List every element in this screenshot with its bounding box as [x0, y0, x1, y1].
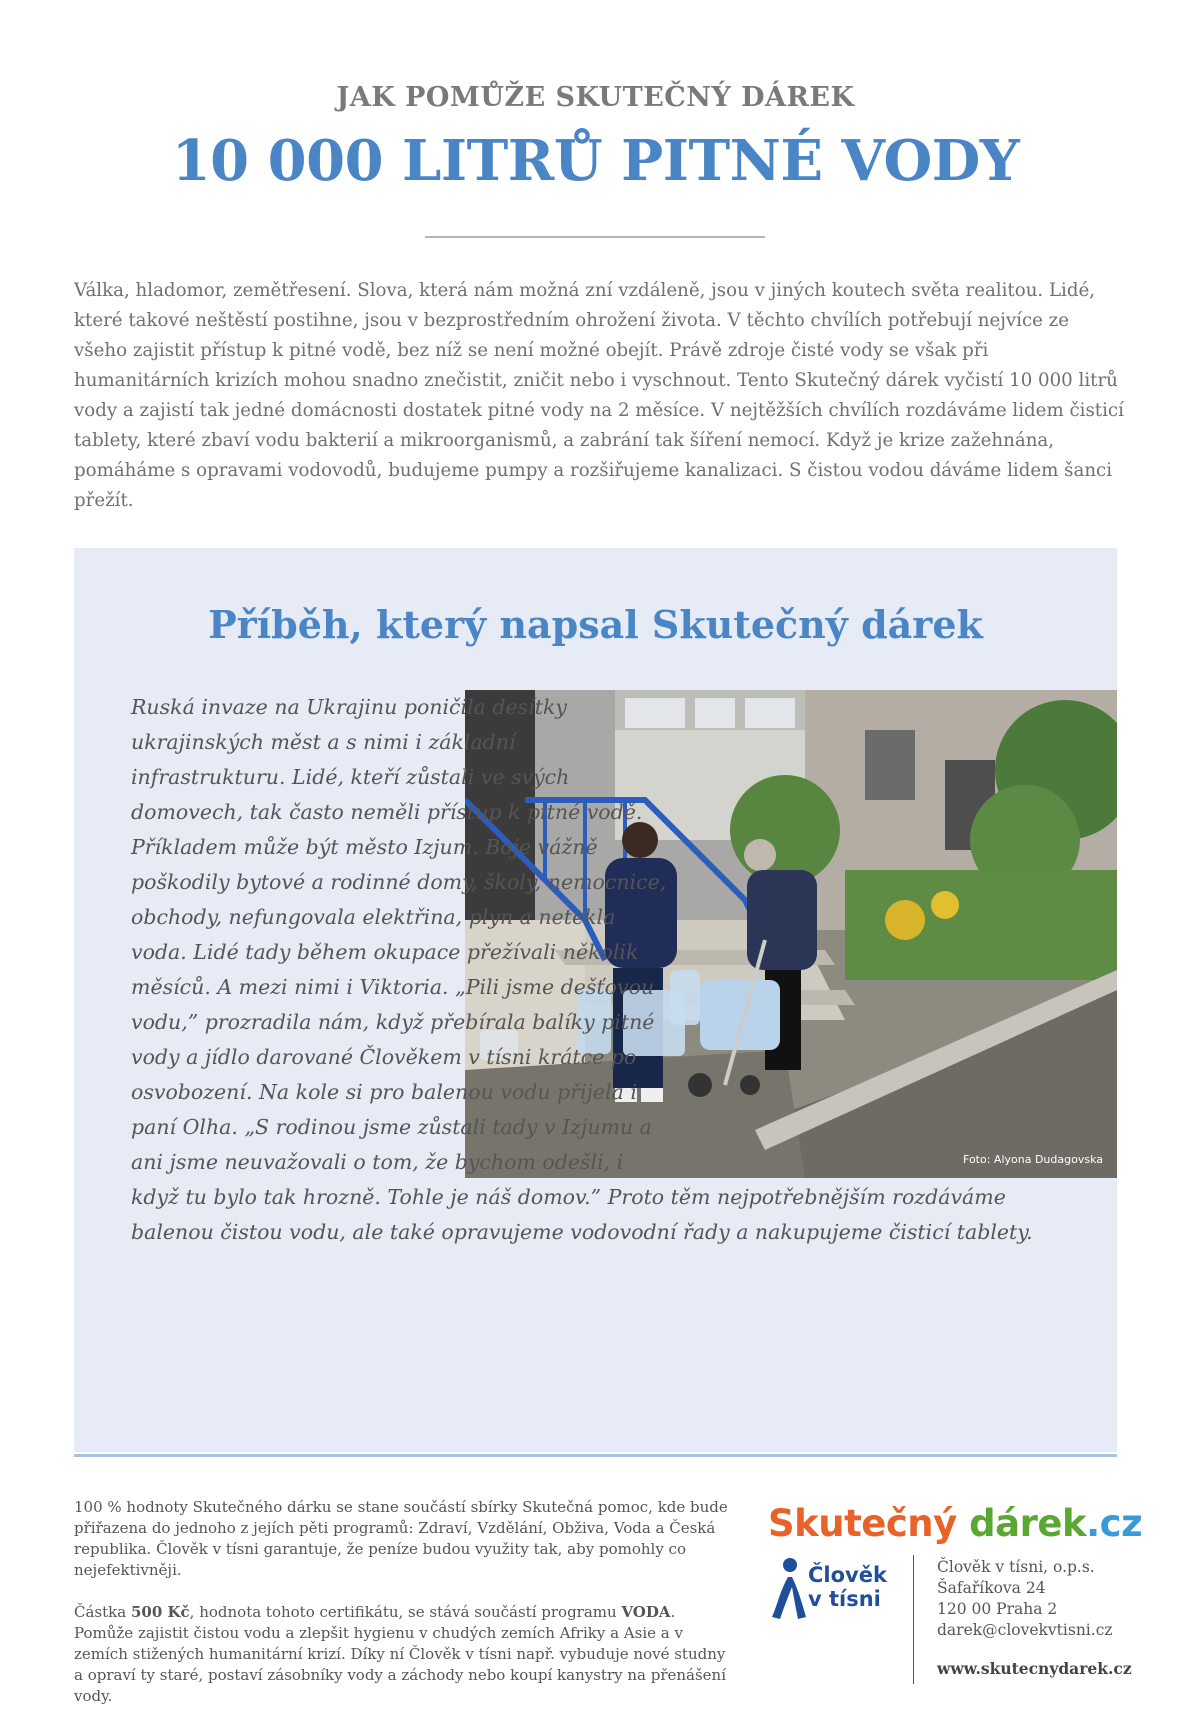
story-text [131, 690, 1061, 1250]
person-icon [766, 1557, 806, 1621]
website-link[interactable]: www.skutecnydarek.cz [937, 1659, 1132, 1678]
title-divider [425, 236, 765, 238]
address-block [937, 1557, 1167, 1641]
email-link[interactable]: darek@clovekvtisni.cz [937, 1621, 1113, 1639]
footer-p2-prefix: Částka [74, 1603, 131, 1621]
footer-p2-mid: , hodnota tohoto certifikátu, se stává součástí programu [189, 1603, 622, 1621]
story-body: Ruská invaze na Ukrajinu poničila desítky ukrajinských měst a s nimi i základní infrastrukturu. Lidé, kteří zůstali ve svých domovech, tak často neměli přístup k pitné vodě. Příkladem může být město Izjum. Boje vážně poškodily bytové a rodinné domy, školy, nemocnice, obchody, nefungovala elektřina, plyn a netekla voda. Lidé tady během okupace přežívali několik měsíců. A mezi nimi i Viktoria. „Pili jsme dešťovou vodu,” prozradila nám, když přebírala balíky pitné vody a jídlo darované Člověkem v tísni krátce po osvobození. Na kole si pro balenou vodu přijela i paní Olha. „S rodinou jsme zůstali tady v Izjumu a ani jsme neuvažovali o tom, že bychom odešli, i když tu bylo tak hrozně. Tohle je náš domov.” Proto těm nejpotřebnějším rozdáváme balenou čistou vodu, ale také opravujeme vodovodní řady a nakupujeme čisticí tablety. [131, 695, 1033, 1244]
intro-paragraph: Válka, hladomor, zemětřesení. Slova, která nám možná zní vzdáleně, jsou v jiných koutech světa realitou. Lidé, které takové neštěstí postihne, jsou v bezprostředním ohrožení života. V těchto chvílích potřebují nejvíce ze všeho zajistit přístup k pitné vodě, bez níž se není možné obejít. Právě zdroje čisté vody se však při humanitárních krizích mohou snadno znečistit, zničit nebo i vyschnout. Tento Skutečný dárek vyčistí 10 000 litrů vody a zajistí tak jedné domácnosti dostatek pitné vody na 2 měsíce. V nejtěžších chvílích rozdáváme lidem čisticí tablety, které zbaví vodu bakterií a mikroorganismů, a zabrání tak šíření nemocí. Když je krize zažehnána, pomáháme s opravami vodovodů, budujeme pumpy a rozšiřujeme kanalizaci. S čistou vodou dáváme lidem šanci přežít. [74, 280, 1124, 511]
skutecny-darek-logo [768, 1502, 1142, 1545]
footer-paragraph-1: 100 % hodnoty Skutečného dárku se stane součástí sbírky Skutečná pomoc, kde bude přiřazena do jednoho z jejích pěti programů: Zdraví, Vzdělání, Obživa, Voda a Česká republika. Člověk v tísni garantuje, že peníze budou využity tak, aby pomohly co nejefektivněji. [74, 1498, 728, 1579]
org-logo-line-2: v tísni [808, 1587, 881, 1611]
address-line-2: Šafaříkova 24 [937, 1579, 1046, 1597]
footer-text [74, 1497, 734, 1728]
clovek-v-tisni-logo [766, 1557, 906, 1627]
org-logo-line-1: Člověk [808, 1563, 887, 1587]
certificate-amount: 500 Kč [130, 1603, 190, 1621]
footer-vertical-divider [913, 1555, 914, 1684]
story-box [74, 548, 1117, 1452]
page-title: 10 000 LITRŮ PITNÉ VODY [171, 128, 1020, 194]
address-line-3: 120 00 Praha 2 [937, 1600, 1058, 1618]
address-line-1: Člověk v tísni, o.p.s. [937, 1558, 1095, 1576]
logo-part-2: dárek [969, 1502, 1087, 1545]
footer-divider [74, 1454, 1117, 1457]
footer-paragraph-2 [74, 1602, 734, 1707]
kicker-heading: JAK POMŮŽE SKUTEČNÝ DÁREK [336, 82, 855, 113]
logo-part-1: Skutečný [768, 1502, 957, 1545]
footer-p2-suffix: . Pomůže zajistit čistou vodu a zlepšit hygienu v chudých zemích Afriky a Asie a v zemích stižených humanitární krizí. Díky ní Člověk v tísni např. vybuduje nové studny a opraví ty staré, postaví zásobníky vody a záchody nebo koupí kanystry na přenášení vody. [74, 1603, 727, 1705]
photo-spacer [679, 690, 1061, 1178]
program-name: VODA [621, 1603, 671, 1621]
photo-credit: Foto: Alyona Dudagovska [963, 1153, 1103, 1166]
logo-part-3: .cz [1086, 1502, 1143, 1545]
story-title: Příběh, který napsal Skutečný dárek [208, 602, 983, 647]
